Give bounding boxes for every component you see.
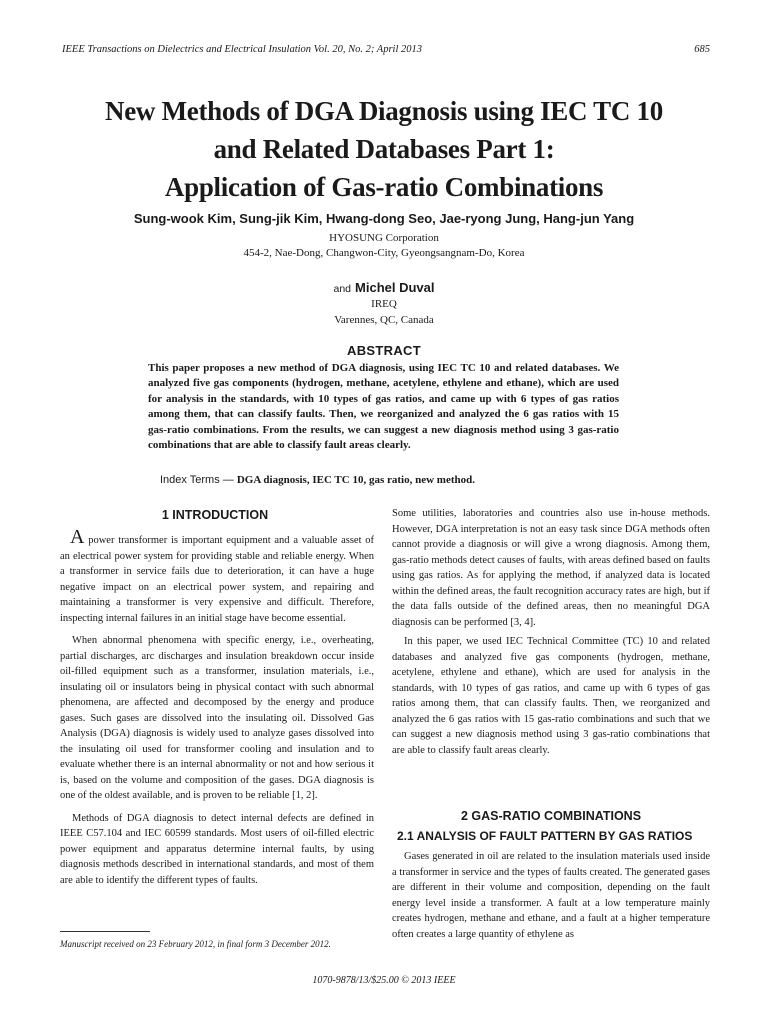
page-number: 685 [694, 44, 710, 55]
intro-paragraph-2: When abnormal phenomena with specific energy, i.e., overheating, partial discharges, arc discharges and insulation breakdown occur inside oil-filled equipment such as a transformer, insulation materials, i.e., insulating oil or insulators being in physical contact with such abnormal phenomena, are affected and decomposed by the energy and produce gases. Such gases are dissolved into the insulating oil. Dissolved Gas Analysis (DGA) diagnosis is widely used to analyze gases dissolved into the insulating oil used for transformer cooling and insulation and to evaluate whether there is an internal abnormality or not and how serious it is, based on the volume and composition of the gases. DGA diagnosis is one of the oldest available, and is proven to be reliable [1, 2]. [60, 635, 374, 801]
section-2-paragraph-1: Gases generated in oil are related to the insulation materials used inside a transformer in service and the types of faults created. The generated gases are different in their volume and composition, depending on the fault energy level inside a transformer. A fault at a low temperature mainly creates hydrogen, methane and ethane, and a fault at a higher temperature often creates a large quantity of ethylene as [392, 851, 710, 940]
section-2-heading: 2 GAS-RATIO COMBINATIONS [460, 809, 642, 823]
index-terms [160, 474, 630, 486]
right-paragraph-2: In this paper, we used IEC Technical Committee (TC) 10 and related databases and analyzed five gas components (hydrogen, methane, acetylene, ethylene and ethane), which are used for analysis in the standards, with 10 types of gas ratios, and came up with 6 types of gas ratios among them, that can classify faults. Then, we reorganized and analyzed the 6 gas ratios with 15 gas-ratio combinations and such that we can suggest a new diagnosis method using 3 gas-ratio combinations that are able to classify fault areas clearly. [392, 636, 710, 756]
abstract-text: This paper proposes a new method of DGA diagnosis, using IEC TC 10 and related databases. We analyzed five gas components (hydrogen, methane, acetylene, ethylene and ethane), which are used for analysis in the standards, with 10 types of gas ratios, and came up with 6 types of gas ratios among them, that can classify faults. Then, we reorganized and analyzed the 6 gas ratios with 15 gas-ratio combinations. From the results, we can suggest a new diagnosis method using 3 gas-ratio combinations that are able to classify fault areas clearly. [148, 362, 619, 452]
section-1-heading: 1 INTRODUCTION [161, 508, 269, 522]
intro-paragraph-3: Methods of DGA diagnosis to detect internal defects are defined in IEEE C57.104 and IEC 60599 standards. Most users of oil-filled electric power equipment and apparatus determine internal faults, by using diagnosis methods described in international standards, and most of them are able to identify the different types of faults. [60, 812, 374, 886]
index-terms-label: Index Terms — [160, 474, 237, 486]
footnote-divider [60, 931, 150, 932]
author-list: Sung-wook Kim, Sung-jik Kim, Hwang-dong Seo, Jae-ryong Jung, Hang-jun Yang [133, 211, 635, 226]
affiliation-address: 454-2, Nae-Dong, Changwon-City, Gyeongsangnam-Do, Korea [243, 247, 525, 259]
and-word: and [333, 283, 352, 295]
intro-paragraph-1-text: power transformer is important equipment and a valuable asset of an electrical power system for providing stable and reliable energy. When a transformer in service fails due to deterioration, it can have a huge negative impact on an electrical power system, and repairing and maintaining a transformer is very expensive and difficult. Therefore, inspecting internal failures in an initial stage have become essential. [60, 535, 374, 624]
running-header [62, 44, 710, 55]
manuscript-footnote: Manuscript received on 23 February 2012, in final form 3 December 2012. [60, 939, 331, 949]
paper-title [60, 92, 708, 206]
title-line-3: Application of Gas-ratio Combinations [164, 172, 604, 202]
affiliation-org: HYOSUNG Corporation [329, 232, 439, 244]
drop-cap: A [70, 526, 85, 548]
section-2-body [392, 849, 710, 942]
title-line-2: and Related Databases Part 1: [213, 134, 555, 164]
right-column [392, 506, 710, 758]
intro-paragraph-1 [60, 526, 374, 626]
second-affiliation-address: Varennes, QC, Canada [334, 314, 434, 326]
left-column [60, 526, 374, 888]
right-paragraph-1: Some utilities, laboratories and countries also use in-house methods. However, DGA interpretation is not an easy task since DGA methods often cannot provide a diagnosis or will give a wrong diagnosis. Among them, gas-ratio methods detect causes of faults, with areas defined based on faults using gas ratios. As for applying the method, if analyzed data is located within the defined areas, the fault recognition accuracy rates are high, but if the data falls outside of the defined areas, then no meaningful DGA diagnosis can be performed [3, 4]. [392, 508, 710, 628]
second-author-line [60, 279, 708, 297]
second-affiliation-org: IREQ [371, 298, 397, 310]
abstract-heading: ABSTRACT [347, 343, 421, 358]
journal-citation: IEEE Transactions on Dielectrics and Electrical Insulation Vol. 20, No. 2; April 2013 [62, 44, 422, 55]
title-line-1: New Methods of DGA Diagnosis using IEC TC 10 [105, 96, 663, 126]
subsection-2-1-heading: 2.1 ANALYSIS OF FAULT PATTERN BY GAS RATIOS [397, 829, 693, 843]
copyright-footer: 1070-9878/13/$25.00 © 2013 IEEE [312, 975, 456, 986]
second-author-name: Michel Duval [355, 280, 435, 295]
index-terms-value: DGA diagnosis, IEC TC 10, gas ratio, new method. [236, 474, 475, 486]
